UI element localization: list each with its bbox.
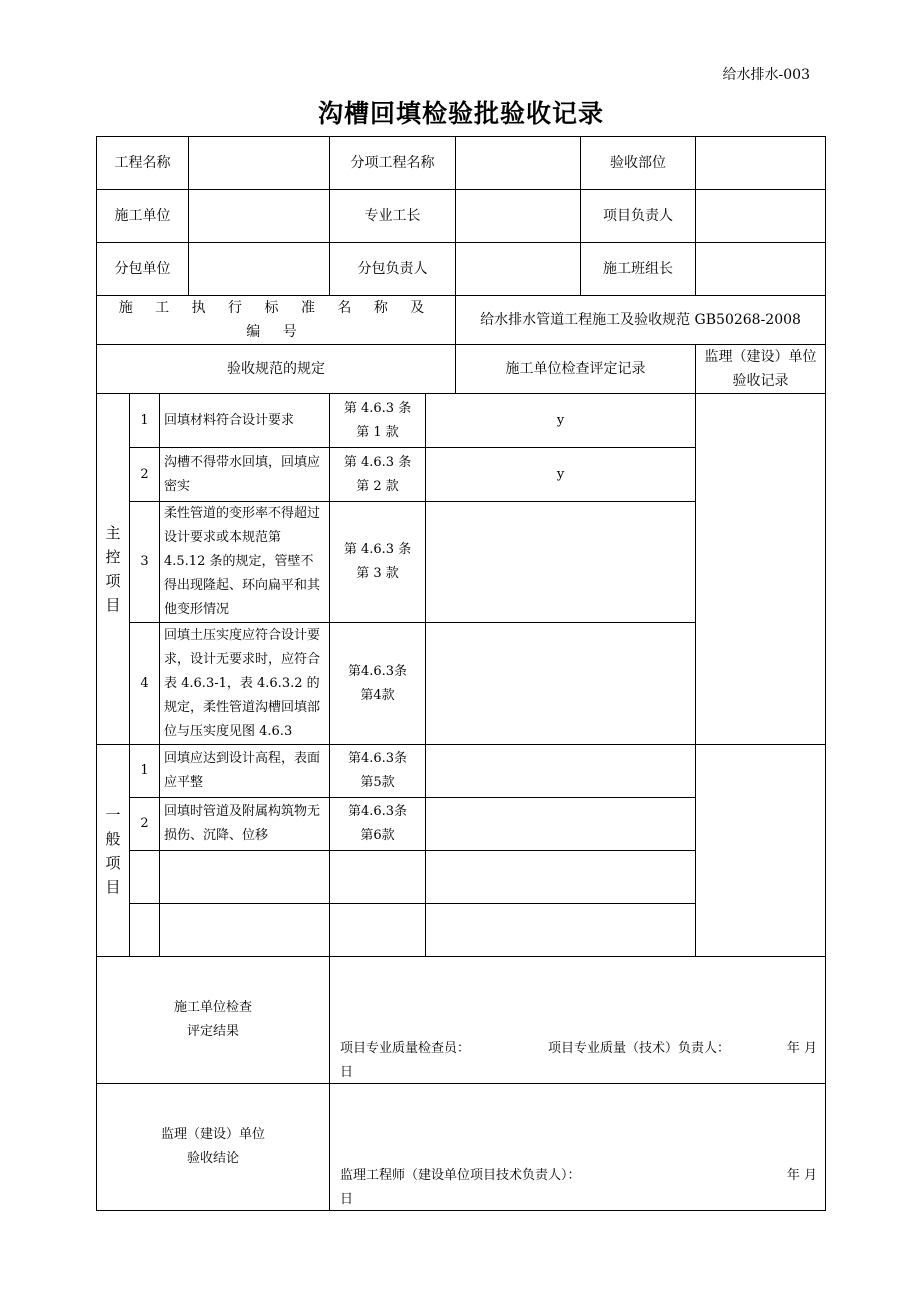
supervisor-result-signoff[interactable] [330, 1084, 826, 1211]
subcontractor-label: 分包单位 [97, 243, 189, 296]
main-items-category: 主 控 项 目 [97, 394, 130, 745]
item-spec-text: 回填应达到设计高程，表面应平整 [160, 745, 330, 798]
item-number [130, 851, 160, 904]
acceptance-part-label: 验收部位 [581, 137, 696, 190]
main-item-row-1 [97, 394, 826, 448]
date-day: 日 [340, 1065, 354, 1080]
item-check-result[interactable] [426, 851, 696, 904]
item-number: 2 [130, 448, 160, 502]
item-clause [330, 851, 426, 904]
foreman-label: 专业工长 [330, 190, 456, 243]
date-year-month: 年 月 [786, 1041, 818, 1056]
form-code: 给水排水-003 [722, 67, 810, 83]
construction-unit-value[interactable] [189, 190, 330, 243]
item-check-result[interactable] [426, 904, 696, 957]
main-items-supervisor-record[interactable] [696, 394, 826, 745]
foreman-value[interactable] [456, 190, 581, 243]
page-title: 沟槽回填检验批验收记录 [317, 99, 604, 128]
item-check-result[interactable] [426, 623, 696, 745]
info-row-1 [97, 137, 826, 190]
column-header-row [97, 345, 826, 394]
item-number [130, 904, 160, 957]
item-clause: 第 4.6.3 条 第 3 款 [330, 502, 426, 623]
item-number: 2 [130, 798, 160, 851]
subcontract-manager-value[interactable] [456, 243, 581, 296]
date-day: 日 [340, 1192, 354, 1207]
contractor-result-row [97, 957, 826, 1084]
item-check-result[interactable] [426, 798, 696, 851]
supervising-engineer-label: 监理工程师（建设单位项目技术负责人）： [340, 1168, 581, 1183]
project-manager-label: 项目负责人 [581, 190, 696, 243]
acceptance-record-table [96, 136, 826, 1211]
standard-label: 施 工 执 行 标 准 名 称 及 编 号 [97, 296, 456, 345]
item-check-result[interactable] [426, 745, 696, 798]
project-name-label: 工程名称 [97, 137, 189, 190]
contractor-result-signoff[interactable] [330, 957, 826, 1084]
team-leader-value[interactable] [696, 243, 826, 296]
item-number: 4 [130, 623, 160, 745]
item-number: 1 [130, 394, 160, 448]
general-item-row-1 [97, 745, 826, 798]
item-clause: 第4.6.3条 第4款 [330, 623, 426, 745]
item-clause: 第4.6.3条 第6款 [330, 798, 426, 851]
tech-manager-label: 项目专业质量（技术）负责人： [548, 1041, 731, 1056]
standard-row [97, 296, 826, 345]
sub-project-label: 分项工程名称 [330, 137, 456, 190]
item-clause: 第4.6.3条 第5款 [330, 745, 426, 798]
team-leader-label: 施工班组长 [581, 243, 696, 296]
item-check-result[interactable] [426, 502, 696, 623]
project-name-value[interactable] [189, 137, 330, 190]
item-clause [330, 904, 426, 957]
subcontractor-value[interactable] [189, 243, 330, 296]
supervisor-record-header: 监理（建设）单位 验收记录 [696, 345, 826, 394]
contractor-check-header: 施工单位检查评定记录 [456, 345, 696, 394]
acceptance-part-value[interactable] [696, 137, 826, 190]
item-spec-text [160, 904, 330, 957]
sub-project-value[interactable] [456, 137, 581, 190]
item-number: 1 [130, 745, 160, 798]
item-spec-text: 回填土压实度应符合设计要求，设计无要求时，应符合表 4.6.3-1，表 4.6.3.2 的规定，柔性管道沟槽回填部位与压实度见图 4.6.3 [160, 623, 330, 745]
quality-inspector-label: 项目专业质量检查员： [340, 1041, 471, 1056]
construction-unit-label: 施工单位 [97, 190, 189, 243]
standard-value: 给水排水管道工程施工及验收规范 GB50268-2008 [456, 296, 826, 345]
item-number: 3 [130, 502, 160, 623]
item-clause: 第 4.6.3 条 第 2 款 [330, 448, 426, 502]
item-spec-text [160, 851, 330, 904]
spec-column-header: 验收规范的规定 [97, 345, 456, 394]
subcontract-manager-label: 分包负责人 [330, 243, 456, 296]
info-row-3 [97, 243, 826, 296]
general-items-category: 一 般 项 目 [97, 745, 130, 957]
supervisor-result-row [97, 1084, 826, 1211]
supervisor-result-label: 监理（建设）单位 验收结论 [97, 1084, 330, 1211]
general-items-supervisor-record[interactable] [696, 745, 826, 957]
item-spec-text: 回填材料符合设计要求 [160, 394, 330, 448]
contractor-result-label: 施工单位检查 评定结果 [97, 957, 330, 1084]
item-check-result[interactable]: y [426, 394, 696, 448]
item-spec-text: 沟槽不得带水回填，回填应密实 [160, 448, 330, 502]
project-manager-value[interactable] [696, 190, 826, 243]
item-spec-text: 柔性管道的变形率不得超过设计要求或本规范第 4.5.12 条的规定，管壁不得出现隆起、环向扁平和其他变形情况 [160, 502, 330, 623]
date-year-month: 年 月 [786, 1168, 818, 1183]
item-clause: 第 4.6.3 条 第 1 款 [330, 394, 426, 448]
info-row-2 [97, 190, 826, 243]
item-check-result[interactable]: y [426, 448, 696, 502]
item-spec-text: 回填时管道及附属构筑物无损伤、沉降、位移 [160, 798, 330, 851]
